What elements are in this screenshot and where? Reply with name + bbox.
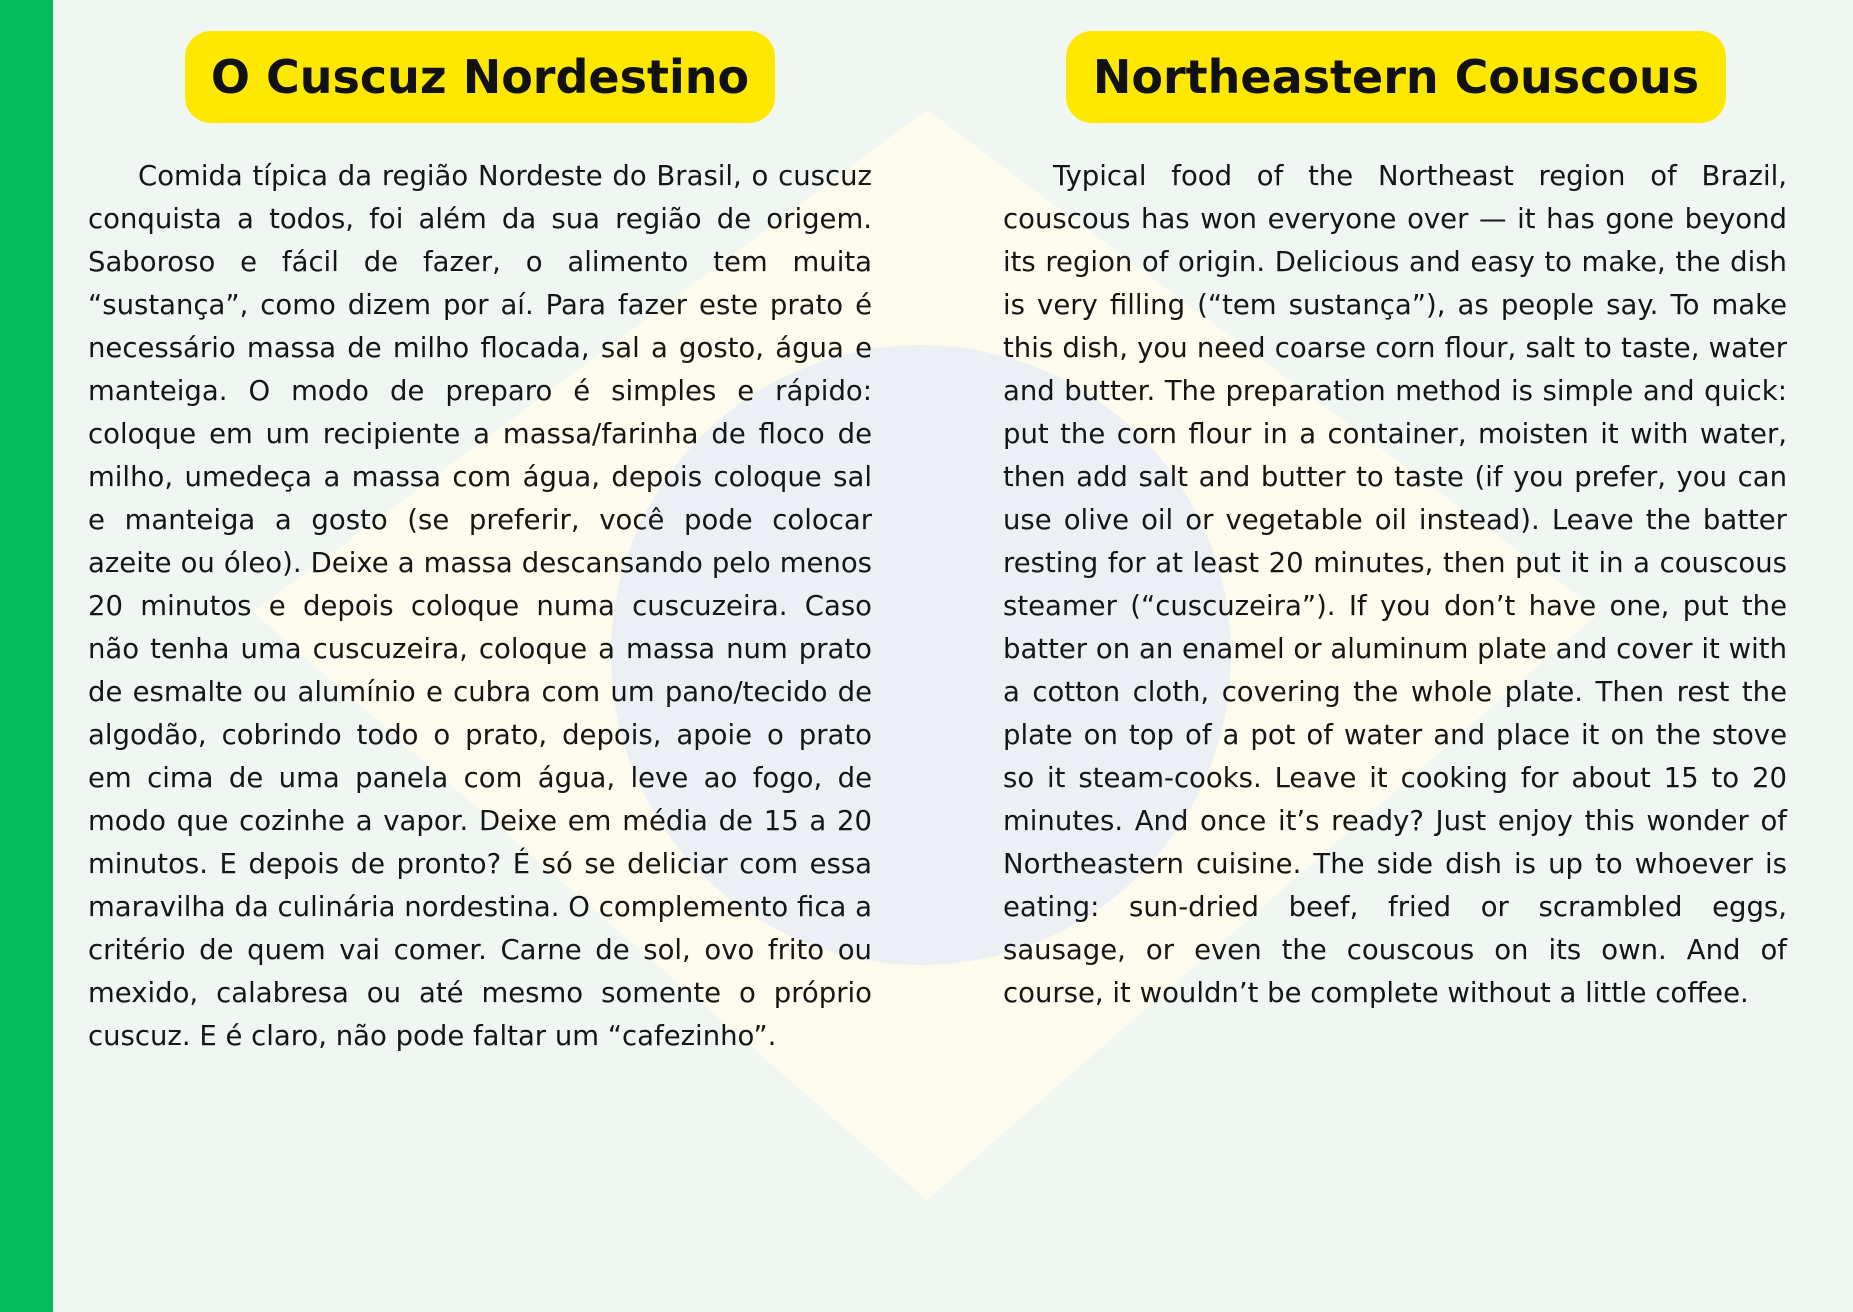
portuguese-title: O Cuscuz Nordestino xyxy=(185,31,775,123)
portuguese-body-text: Comida típica da região Nordeste do Brasil, o cuscuz conquista a todos, foi além da sua região de origem. Saboroso e fácil de fazer, o alimento tem muita “sustança”, como dizem por aí. Para fazer este prato é necessário massa de milho flocada, sal a gosto, água e manteiga. O modo de preparo é simples e rápido: coloque em um recipiente a massa/farinha de floco de milho, umedeça a massa com água, depois coloque sal e manteiga a gosto (se preferir, você pode colocar azeite ou óleo). Deixe a massa descansando pelo menos 20 minutos e depois coloque numa cuscuzeira. Caso não tenha uma cuscuzeira, coloque a massa num prato de esmalte ou alumínio e cubra com um pano/tecido de algodão, cobrindo todo o prato, depois, apoie o prato em cima de uma panela com água, leve ao fogo, de modo que cozinhe a vapor. Deixe em média de 15 a 20 minutos. E depois de pronto? É só se deliciar com essa maravilha da culinária nordestina. O complemento fica a critério de quem vai comer. Carne de sol, ovo frito ou mexido, calabresa ou até mesmo somente o próprio cuscuz. E é claro, não pode faltar um “cafezinho”. xyxy=(88,160,872,1052)
green-side-bar xyxy=(0,0,53,1312)
english-title: Northeastern Couscous xyxy=(1066,31,1726,123)
english-body-text: Typical food of the Northeast region of Brazil, couscous has won everyone over — it has gone beyond its region of origin. Delicious and easy to make, the dish is very filling (“tem sustança”), as people say. To make this dish, you need coarse corn flour, salt to taste, water and butter. The preparation method is simple and quick: put the corn flour in a container, moisten it with water, then add salt and butter to taste (if you prefer, you can use olive oil or vegetable oil instead). Leave the batter resting for at least 20 minutes, then put it in a couscous steamer (“cuscuzeira”). If you don’t have one, put the batter on an enamel or aluminum plate and cover it with a cotton cloth, covering the whole plate. Then rest the plate on top of a pot of water and place it on the stove so it steam-cooks. Leave it cooking for about 15 to 20 minutes. And once it’s ready? Just enjoy this wonder of Northeastern cuisine. The side dish is up to whoever is eating: sun-dried beef, fried or scrambled eggs, sausage, or even the couscous on its own. And of course, it wouldn’t be complete without a little coffee. xyxy=(1003,160,1787,1009)
